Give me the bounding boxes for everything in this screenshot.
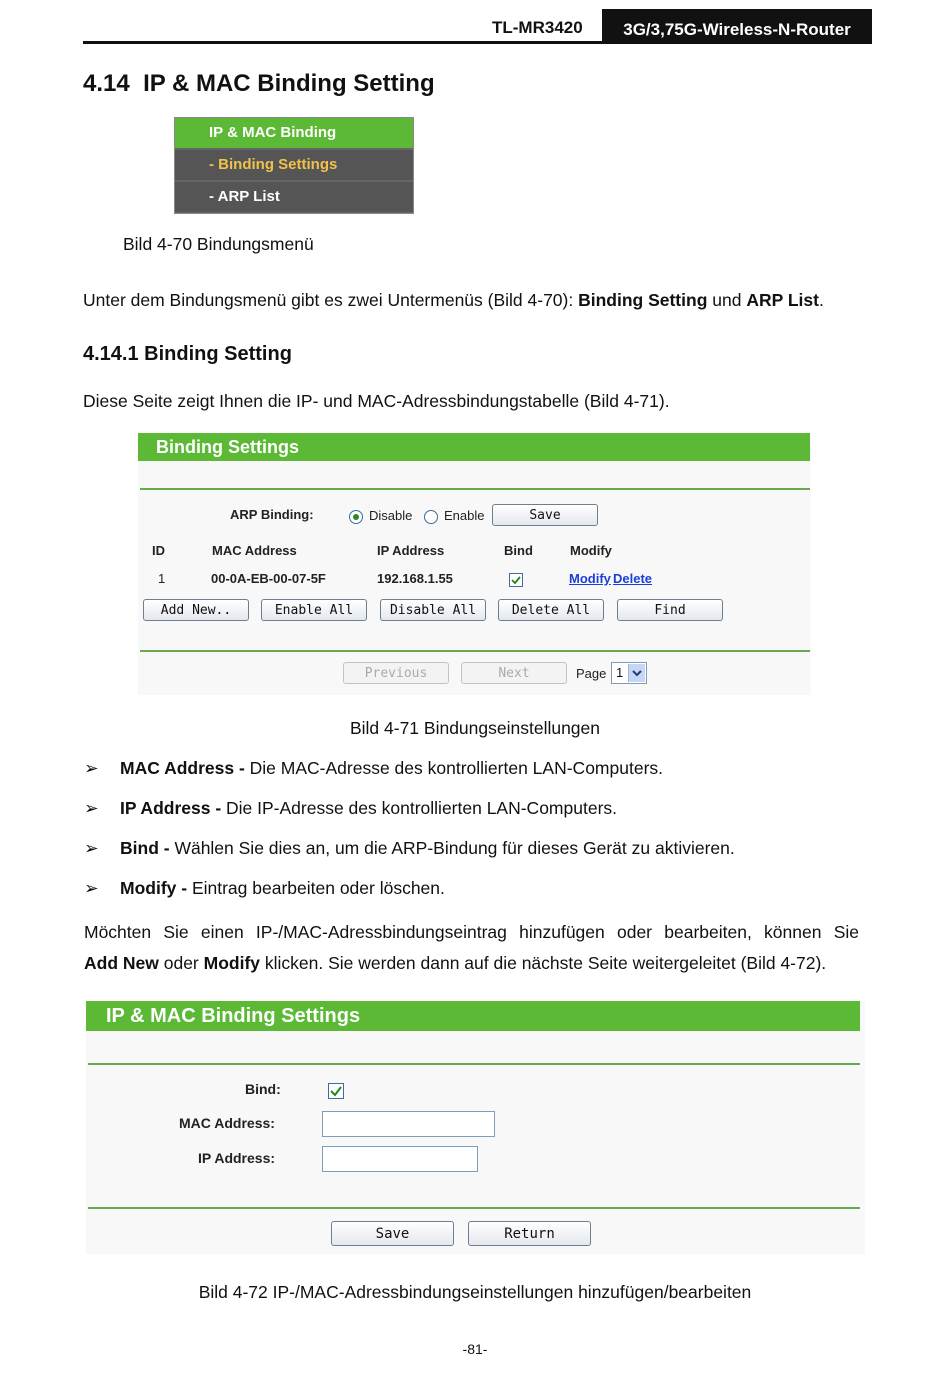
paragraph-line-1: Möchten Sie einen IP-/MAC-Adressbindungseintrag hinzufügen oder bearbeiten, können Sie	[84, 922, 859, 942]
header-model: TL-MR3420	[492, 18, 583, 37]
column-id: ID	[152, 543, 165, 558]
bullet-text: Wählen Sie dies an, um die ARP-Bindung für dieses Gerät zu aktivieren.	[169, 838, 735, 858]
para-bold-modify: Modify	[203, 953, 261, 973]
radio-enable-label: Enable	[444, 508, 485, 523]
bullet-term: IP Address -	[120, 798, 222, 818]
section-title	[83, 70, 435, 98]
column-modify: Modify	[570, 543, 612, 558]
intro-paragraph	[83, 285, 824, 316]
row-id: 1	[158, 571, 166, 586]
next-button[interactable]: Next	[461, 662, 567, 684]
subsection-description: Diese Seite zeigt Ihnen die IP- und MAC-Adressbindungstabelle (Bild 4-71).	[83, 391, 670, 411]
arrow-bullet-icon: ➢	[84, 798, 99, 818]
menu-item-binding-settings[interactable]: - Binding Settings	[175, 150, 413, 180]
chevron-down-icon[interactable]	[628, 664, 645, 682]
bullet-term: Bind -	[120, 838, 170, 858]
add-new-button[interactable]: Add New..	[143, 599, 249, 621]
bind-checkbox[interactable]	[328, 1083, 344, 1099]
bullet-term: MAC Address -	[120, 758, 245, 778]
arp-save-button[interactable]: Save	[492, 504, 598, 526]
find-button[interactable]: Find	[617, 599, 723, 621]
bind-label: Bind:	[245, 1081, 281, 1097]
ip-mac-binding-settings-title: IP & MAC Binding Settings	[86, 1001, 860, 1031]
arrow-bullet-icon: ➢	[84, 758, 99, 778]
binding-menu	[174, 117, 414, 214]
section-number: 4.14	[83, 70, 130, 97]
arrow-bullet-icon: ➢	[84, 878, 99, 898]
panel-divider-bottom	[140, 650, 810, 652]
binding-settings-panel	[138, 433, 811, 695]
figure-caption-72: Bild 4-72 IP-/MAC-Adressbindungseinstellungen hinzufügen/bearbeiten	[198, 1282, 752, 1302]
radio-enable[interactable]	[424, 510, 438, 524]
header-product: 3G/3,75G-Wireless-N-Router	[602, 9, 872, 43]
intro-text: Unter dem Bindungsmenü gibt es zwei Untermenüs (Bild 4-70):	[83, 290, 579, 310]
ip-address-label: IP Address:	[198, 1150, 276, 1166]
mac-address-label: MAC Address:	[179, 1115, 275, 1131]
menu-item-arp-list[interactable]: - ARP List	[175, 182, 413, 212]
ip-address-input[interactable]	[322, 1146, 478, 1172]
save-button[interactable]: Save	[331, 1221, 454, 1246]
figure-caption-71: Bild 4-71 Bindungseinstellungen	[349, 718, 601, 738]
delete-all-button[interactable]: Delete All	[498, 599, 604, 621]
page-number: -81-	[462, 1341, 488, 1357]
intro-mid: und	[707, 290, 747, 310]
row-mac: 00-0A-EB-00-07-5F	[211, 571, 326, 586]
delete-link[interactable]: Delete	[613, 571, 653, 586]
para-mid: oder	[158, 953, 204, 973]
intro-bold-2: ARP List	[746, 290, 819, 310]
column-ip-address: IP Address	[377, 543, 445, 558]
radio-disable-label: Disable	[369, 508, 413, 523]
disable-all-button[interactable]: Disable All	[380, 599, 486, 621]
column-mac-address: MAC Address	[212, 543, 297, 558]
page-select-value: 1	[616, 665, 624, 680]
mac-address-input[interactable]	[322, 1111, 495, 1137]
menu-item-ip-mac-binding[interactable]: IP & MAC Binding	[175, 118, 413, 148]
binding-settings-title: Binding Settings	[138, 433, 810, 461]
para-bold-add-new: Add New	[84, 953, 159, 973]
arp-binding-label: ARP Binding:	[230, 507, 314, 522]
enable-all-button[interactable]: Enable All	[261, 599, 367, 621]
radio-disable[interactable]	[349, 510, 363, 524]
figure-caption-70: Bild 4-70 Bindungsmenü	[123, 234, 314, 254]
modify-link[interactable]: Modify	[569, 571, 611, 586]
para-end: klicken. Sie werden dann auf die nächste Seite weitergeleitet (Bild 4-72).	[260, 953, 827, 973]
subsection-title: 4.14.1 Binding Setting	[83, 343, 292, 365]
previous-button[interactable]: Previous	[343, 662, 449, 684]
edit-divider-top	[88, 1063, 860, 1065]
page-select[interactable]	[611, 662, 647, 684]
checkmark-icon	[510, 574, 522, 586]
checkmark-icon	[329, 1084, 343, 1098]
row-ip: 192.168.1.55	[377, 571, 453, 586]
intro-bold-1: Binding Setting	[578, 290, 708, 310]
intro-end: .	[818, 290, 824, 310]
edit-divider-bottom	[88, 1207, 860, 1209]
column-bind: Bind	[504, 543, 533, 558]
paragraph-line-2	[84, 948, 859, 979]
bullet-text: Die IP-Adresse des kontrollierten LAN-Computers.	[221, 798, 618, 818]
page-label: Page	[576, 666, 607, 681]
return-button[interactable]: Return	[468, 1221, 591, 1246]
section-title-text: IP & MAC Binding Setting	[143, 70, 435, 97]
header-rule	[83, 41, 872, 44]
panel-divider-top	[140, 488, 810, 490]
bullet-term: Modify -	[120, 878, 188, 898]
row-bind-checkbox[interactable]	[509, 573, 523, 587]
add-modify-paragraph	[84, 917, 859, 979]
bullet-text: Eintrag bearbeiten oder löschen.	[187, 878, 445, 898]
bullet-text: Die MAC-Adresse des kontrollierten LAN-Computers.	[244, 758, 664, 778]
arrow-bullet-icon: ➢	[84, 838, 99, 858]
